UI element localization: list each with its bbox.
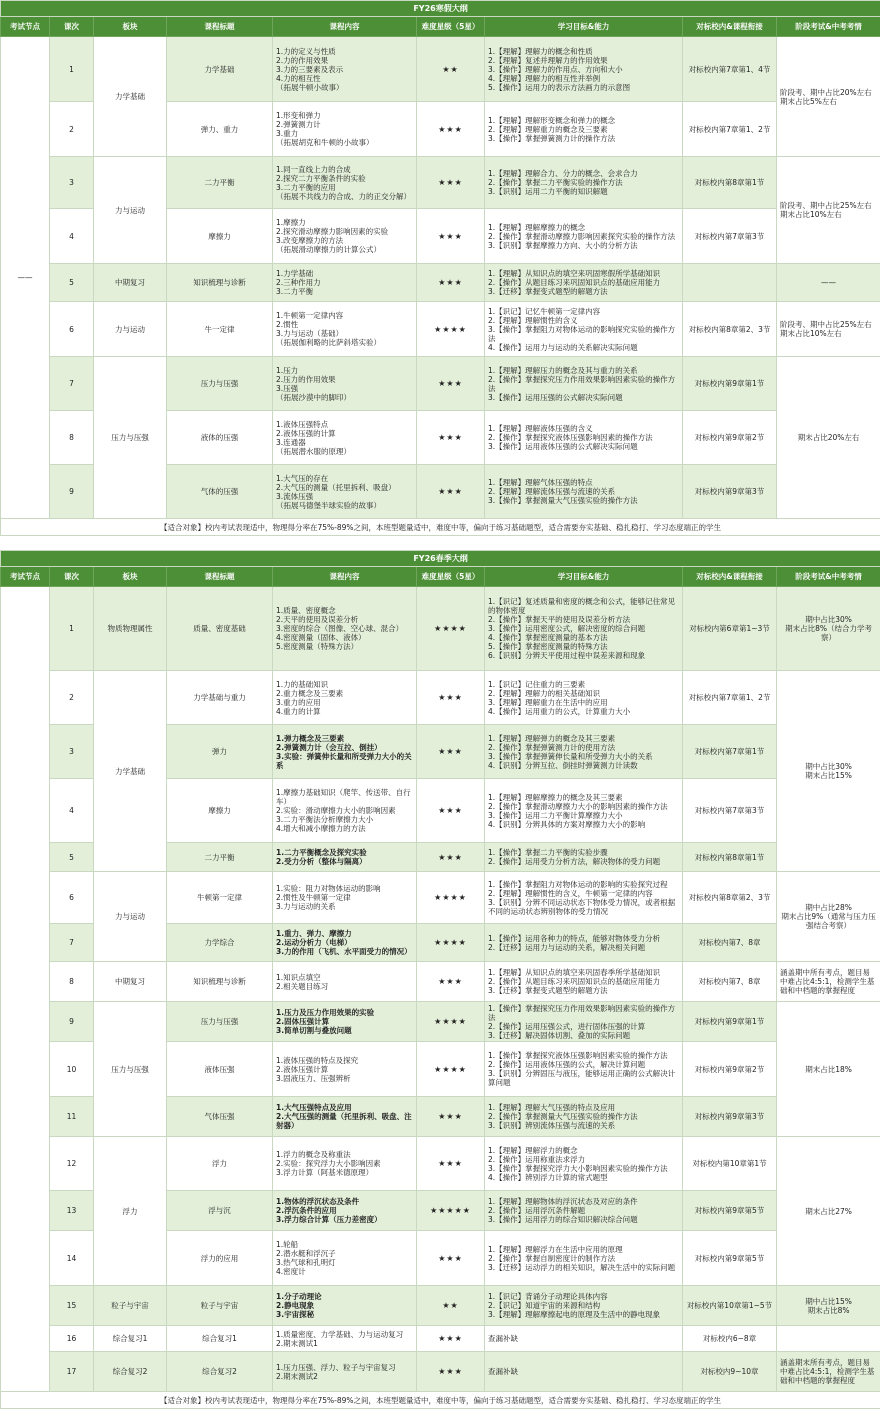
difficulty-stars: ★★★★★ <box>417 1191 485 1231</box>
course-content: 1.压力及压力作用效果的实验 2.固体压强计算 3.简单切割与叠放问题 <box>273 1002 417 1042</box>
course-title: 液体压强 <box>167 1042 273 1097</box>
lesson-number: 5 <box>50 843 94 872</box>
course-title: 力学基础与重力 <box>167 671 273 725</box>
course-content: 1.液体压强特点 2.液体压强的计算 3.连通器 （拓展潜水服的原理） <box>273 411 417 465</box>
block-cell: 物质物理属性 <box>94 587 167 671</box>
course-title: 摩擦力 <box>167 779 273 843</box>
block-cell: 力与运动 <box>94 302 167 357</box>
lesson-number: 4 <box>50 779 94 843</box>
table-row <box>1 264 880 302</box>
exam-node-cell <box>1 587 50 1392</box>
difficulty-stars: ★★★★ <box>417 872 485 924</box>
table-row <box>1 587 880 671</box>
block-cell: 浮力 <box>94 1137 167 1286</box>
col-header: 考试节点 <box>1 17 50 37</box>
course-content: 1.二力平衡概念及探究实验 2.受力分析（整体与隔离） <box>273 843 417 872</box>
lesson-number: 4 <box>50 209 94 264</box>
course-content: 1.质量密度、力学基础、力与运动复习 2.期末测试1 <box>273 1326 417 1352</box>
learning-goals: 1.【理解】理解浮力的概念 2.【操作】运用称重法求浮力 3.【操作】掌握探究浮力大小影响因素实验的操作方法 4.【操作】辨别浮力计算的常式题型 <box>485 1137 683 1191</box>
exam-info-empty <box>777 1326 880 1352</box>
course-title: 二力平衡 <box>167 157 273 209</box>
course-title: 综合复习2 <box>167 1352 273 1392</box>
difficulty-stars: ★★ <box>417 37 485 102</box>
school-alignment: 对标校内第10章第1~5节 <box>683 1286 777 1326</box>
section-title: FY26寒假大纲 <box>1 1 880 17</box>
school-alignment: 对标校内第8章第1节 <box>683 157 777 209</box>
course-content: 1.质量、密度概念 2.天平的使用及误差分析 3.密度的综合（图像、空心球、混合） 4.密度测量（固体、液体） 5.密度测量（特殊方法） <box>273 587 417 671</box>
learning-goals: 1.【理解】从知识点的填空来巩固寒假所学基础知识 2.【操作】从题目练习来巩固知识点的基础应用能力 3.【迁移】掌握变式题型的解题方法 <box>485 264 683 302</box>
course-content: 1.摩擦力 2.探究滑动摩擦力影响因素的实验 3.改变摩擦力的方法 （拓展滑动摩擦力的计算公式） <box>273 209 417 264</box>
school-alignment: 对标校内第7章第1节 <box>683 725 777 779</box>
lesson-number: 5 <box>50 264 94 302</box>
learning-goals: 查漏补缺 <box>485 1326 683 1352</box>
course-title: 综合复习1 <box>167 1326 273 1352</box>
course-title: 知识梳理与诊断 <box>167 962 273 1002</box>
school-alignment: 对标校内第9章第2节 <box>683 411 777 465</box>
lesson-number: 2 <box>50 102 94 157</box>
course-title: 气体的压强 <box>167 465 273 519</box>
difficulty-stars: ★★★★ <box>417 587 485 671</box>
exam-info: 期末占比18% <box>777 1002 880 1137</box>
exam-info: 期末占比20%左右 <box>777 357 880 519</box>
lesson-number: 15 <box>50 1286 94 1326</box>
course-content: 1.力的基础知识 2.重力概念及三要素 3.重力的应用 4.重力的计算 <box>273 671 417 725</box>
course-content: 1.实验：阻力对物体运动的影响 2.惯性及牛顿第一定律 3.力与运动的关系 <box>273 872 417 924</box>
col-header: 课程内容 <box>273 567 417 587</box>
exam-info: 阶段考、期中占比25%左右 期末占比10%左右 <box>777 302 880 357</box>
block-cell: 中期复习 <box>94 962 167 1002</box>
block-cell: 综合复习1 <box>94 1326 167 1352</box>
table-row <box>1 1286 880 1326</box>
col-header: 板块 <box>94 17 167 37</box>
lesson-number: 1 <box>50 587 94 671</box>
exam-info: 阶段考、期中占比25%左右 期末占比10%左右 <box>777 157 880 264</box>
exam-info: —— <box>777 264 880 302</box>
table-row <box>1 37 880 102</box>
audience-note: 【适合对象】校内考试表现适中，物理得分率在75%-89%之间，本班型题量适中，难度中等，偏向于练习基础题型，适合需要夯实基础、稳扎稳打、学习态度端正的学生 <box>1 1392 880 1409</box>
learning-goals: 1.【识记】背诵分子动理论具体内容 2.【识记】知道宇宙的来源和结构 3.【理解】理解摩擦起电的原理及生活中的静电现象 <box>485 1286 683 1326</box>
learning-goals: 查漏补缺 <box>485 1352 683 1392</box>
col-header: 对标校内&课程衔接 <box>683 17 777 37</box>
school-alignment: 对标校内第8章第1节 <box>683 843 777 872</box>
lesson-number: 3 <box>50 157 94 209</box>
course-title: 摩擦力 <box>167 209 273 264</box>
learning-goals: 1.【识记】记忆牛顿第一定律内容 2.【理解】理解惯性的含义 3.【操作】掌握阻力对物体运动的影响探究实验的操作方法 4.【操作】运用力与运动的关系解决实际问题 <box>485 302 683 357</box>
difficulty-stars: ★★★★ <box>417 302 485 357</box>
table-row <box>1 872 880 924</box>
learning-goals: 1.【理解】理解气体压强的特点 2.【理解】理解流体压强与流速的关系 3.【操作】掌握测量大气压强实验的操作方法 <box>485 465 683 519</box>
learning-goals: 1.【理解】理解形变概念和弹力的概念 2.【理解】理解重力的概念及三要素 3.【操作】掌握弹簧测力计的操作方法 <box>485 102 683 157</box>
course-content: 1.牛顿第一定律内容 2.惯性 3.力与运动（基础） （拓展伽利略的比萨斜塔实验） <box>273 302 417 357</box>
difficulty-stars: ★★★ <box>417 157 485 209</box>
col-header: 阶段考试&中考考情 <box>777 17 880 37</box>
learning-goals: 1.【操作】掌握探究液体压强影响因素实验的操作方法 2.【操作】运用液体压强的公式，解决计算问题 3.【识别】分辨固压与液压，能够运用正确的公式解决计算问题 <box>485 1042 683 1097</box>
winter-syllabus-table <box>0 0 880 536</box>
course-title: 粒子与宇宙 <box>167 1286 273 1326</box>
course-content: 1.轮船 2.潜水艇和浮沉子 3.热气球和孔明灯 4.密度计 <box>273 1231 417 1286</box>
block-cell: 力学基础 <box>94 37 167 157</box>
lesson-number: 9 <box>50 1002 94 1042</box>
school-alignment: 对标校内第7、8章 <box>683 962 777 1002</box>
school-alignment: 对标校内第10章第1节 <box>683 1137 777 1191</box>
course-title: 牛一定律 <box>167 302 273 357</box>
course-content: 1.压力压强、浮力、粒子与宇宙复习 2.期末测试2 <box>273 1352 417 1392</box>
course-title: 浮与沉 <box>167 1191 273 1231</box>
school-alignment: 对标校内第9章第3节 <box>683 465 777 519</box>
learning-goals: 1.【理解】理解摩擦力的概念及其三要素 2.【操作】掌握滑动摩擦力大小的影响因素的操作方法 3.【操作】运用二力平衡计算摩擦力大小 4.【识别】分辨具体的方案对摩擦力大小的影响 <box>485 779 683 843</box>
learning-goals: 1.【理解】理解浮力在生活中应用的原理 2.【操作】掌握自制密度计的制作方法 3.【迁移】运动浮力的相关知识，解决生活中的实际问题 <box>485 1231 683 1286</box>
table-row <box>1 157 880 209</box>
course-content: 1.摩擦力基础知识（爬竿、传送带、自行车） 2.实验：滑动摩擦力大小的影响因素 3.二力平衡法分析摩擦力大小 4.增大和减小摩擦力的方法 <box>273 779 417 843</box>
header-row <box>1 17 880 37</box>
course-content: 1.知识点填空 2.相关题目练习 <box>273 962 417 1002</box>
school-alignment: 对标校内第9章第5节 <box>683 1231 777 1286</box>
course-title: 压力与压强 <box>167 1002 273 1042</box>
school-alignment <box>683 264 777 302</box>
difficulty-stars: ★★★★ <box>417 924 485 962</box>
col-header: 课程标题 <box>167 17 273 37</box>
learning-goals: 1.【理解】理解力的概念和性质 2.【理解】复述并理解力的作用效果 3.【操作】理解力的作用点、方向和大小 4.【理解】理解力的相互性并举例 5.【操作】运用力的表示方法画力的示意图 <box>485 37 683 102</box>
exam-info: 阶段考、期中占比20%左右 期末占比5%左右 <box>777 37 880 157</box>
exam-info: 期中占比28% 期末占比9%（通常与压力压强结合考察） <box>777 872 880 962</box>
course-title: 知识梳理与诊断 <box>167 264 273 302</box>
school-alignment: 对标校内第8章第2、3节 <box>683 302 777 357</box>
learning-goals: 1.【操作】掌握阻力对物体运动的影响的实验探究过程 2.【理解】理解惯性的含义，牛顿第一定律的内容 3.【识别】分辨不同运动状态下物体受力情况，或者根据不同的运动状态辨别物体的受力情况 <box>485 872 683 924</box>
exam-info: 期末占比27% <box>777 1137 880 1286</box>
school-alignment: 对标校内第9章第3节 <box>683 1097 777 1137</box>
col-header: 课次 <box>50 567 94 587</box>
table-row <box>1 1326 880 1352</box>
school-alignment: 对标校内第9章第2节 <box>683 1042 777 1097</box>
course-content: 1.弹力概念及三要素 2.弹簧测力计（会互拉、倒挂） 3.实验：弹簧伸长量和所受弹力大小的关系 <box>273 725 417 779</box>
difficulty-stars: ★★★ <box>417 1137 485 1191</box>
block-cell: 综合复习2 <box>94 1352 167 1392</box>
course-title: 弹力、重力 <box>167 102 273 157</box>
difficulty-stars: ★★★ <box>417 209 485 264</box>
school-alignment: 对标校内第7章第1、2节 <box>683 671 777 725</box>
table-row <box>1 302 880 357</box>
difficulty-stars: ★★★ <box>417 1231 485 1286</box>
col-header: 学习目标&能力 <box>485 567 683 587</box>
difficulty-stars: ★★★ <box>417 411 485 465</box>
course-title: 力学基础 <box>167 37 273 102</box>
section-title: FY26春季大纲 <box>1 551 880 567</box>
lesson-number: 1 <box>50 37 94 102</box>
learning-goals: 1.【理解】从知识点的填空来巩固春季所学基础知识 2.【操作】从题目练习来巩固知识点的基础应用能力 3.【迁移】掌握变式题型的解题方法 <box>485 962 683 1002</box>
lesson-number: 11 <box>50 1097 94 1137</box>
school-alignment: 对标校内第9章第1节 <box>683 357 777 411</box>
difficulty-stars: ★★★ <box>417 357 485 411</box>
exam-info: 涵盖期末所有考点，题目易中难占比4:5:1，检测学生基础和中档题的掌握程度 <box>777 1352 880 1392</box>
learning-goals: 1.【理解】理解压力的概念及其与重力的关系 2.【操作】掌握探究压力作用效果影响因素实验的操作方法 3.【操作】运用压强的公式解决实际问题 <box>485 357 683 411</box>
course-content: 1.物体的浮沉状态及条件 2.浮沉条件的应用 3.浮力综合计算（压力差密度） <box>273 1191 417 1231</box>
spring-syllabus-table <box>0 550 880 1409</box>
col-header: 难度星级（5星） <box>417 567 485 587</box>
block-cell: 压力与压强 <box>94 357 167 519</box>
lesson-number: 10 <box>50 1042 94 1097</box>
course-title: 液体的压强 <box>167 411 273 465</box>
table-row <box>1 1137 880 1191</box>
lesson-number: 8 <box>50 411 94 465</box>
difficulty-stars: ★★ <box>417 1286 485 1326</box>
block-cell: 粒子与宇宙 <box>94 1286 167 1326</box>
course-content: 1.力学基础 2.三种作用力 3.二力平衡 <box>273 264 417 302</box>
block-cell: 力学基础 <box>94 671 167 872</box>
difficulty-stars: ★★★ <box>417 1097 485 1137</box>
learning-goals: 1.【理解】理解物体的浮沉状态及对应的条件 2.【操作】运用浮沉条件解题 3.【操作】运用浮力的综合知识解决综合问题 <box>485 1191 683 1231</box>
school-alignment: 对标校内第7章第1、4节 <box>683 37 777 102</box>
difficulty-stars: ★★★ <box>417 102 485 157</box>
course-content: 1.浮力的概念及称重法 2.实验：探究浮力大小影响因素 3.浮力计算（阿基米德原理） <box>273 1137 417 1191</box>
lesson-number: 7 <box>50 357 94 411</box>
col-header: 学习目标&能力 <box>485 17 683 37</box>
col-header: 对标校内&课程衔接 <box>683 567 777 587</box>
difficulty-stars: ★★★ <box>417 725 485 779</box>
col-header: 课程标题 <box>167 567 273 587</box>
exam-info: 涵盖期中所有考点，题目易中难占比4:5:1，检测学生基础和中档题的掌握程度 <box>777 962 880 1002</box>
course-title: 力学综合 <box>167 924 273 962</box>
school-alignment: 对标校内第7章第3节 <box>683 209 777 264</box>
table-row <box>1 357 880 411</box>
course-title: 气体压强 <box>167 1097 273 1137</box>
lesson-number: 3 <box>50 725 94 779</box>
school-alignment: 对标校内第6章第1~3节 <box>683 587 777 671</box>
course-content: 1.重力、弹力、摩擦力 2.运动分析力（电梯） 3.力的作用（飞机、水平面受力的情况） <box>273 924 417 962</box>
school-alignment: 对标校内9~10章 <box>683 1352 777 1392</box>
lesson-number: 9 <box>50 465 94 519</box>
table-row <box>1 1352 880 1392</box>
col-header: 阶段考试&中考考情 <box>777 567 880 587</box>
course-title: 牛顿第一定律 <box>167 872 273 924</box>
school-alignment: 对标校内6~8章 <box>683 1326 777 1352</box>
school-alignment: 对标校内第7章第3节 <box>683 779 777 843</box>
difficulty-stars: ★★★ <box>417 465 485 519</box>
course-title: 浮力的应用 <box>167 1231 273 1286</box>
block-cell: 力与运动 <box>94 157 167 264</box>
difficulty-stars: ★★★★ <box>417 1042 485 1097</box>
table-row <box>1 1002 880 1042</box>
col-header: 难度星级（5星） <box>417 17 485 37</box>
difficulty-stars: ★★★ <box>417 962 485 1002</box>
exam-info: 期中占比30% 期末占比15% <box>777 671 880 872</box>
lesson-number: 2 <box>50 671 94 725</box>
difficulty-stars: ★★★ <box>417 1352 485 1392</box>
course-title: 浮力 <box>167 1137 273 1191</box>
course-content: 1.液体压强的特点及探究 2.液体压强计算 3.固液压力、压强辨析 <box>273 1042 417 1097</box>
difficulty-stars: ★★★★ <box>417 1002 485 1042</box>
course-content: 1.形变和弹力 2.弹簧测力计 3.重力 （拓展胡克和牛顿的小故事） <box>273 102 417 157</box>
exam-info: 期中占比30% 期末占比8%（结合力学考察） <box>777 587 880 671</box>
lesson-number: 12 <box>50 1137 94 1191</box>
lesson-number: 8 <box>50 962 94 1002</box>
exam-node-cell: —— <box>1 37 50 519</box>
header-row <box>1 567 880 587</box>
lesson-number: 6 <box>50 872 94 924</box>
exam-info: 期中占比15% 期末占比8% <box>777 1286 880 1326</box>
school-alignment: 对标校内第7章第1、2节 <box>683 102 777 157</box>
course-content: 1.力的定义与性质 2.力的作用效果 3.力的三要素及表示 4.力的相互性 （拓展牛顿小故事） <box>273 37 417 102</box>
col-header: 考试节点 <box>1 567 50 587</box>
difficulty-stars: ★★★ <box>417 264 485 302</box>
col-header: 课次 <box>50 17 94 37</box>
audience-note: 【适合对象】校内考试表现适中，物理得分率在75%-89%之间，本班型题量适中，难度中等，偏向于练习基础题型，适合需要夯实基础、稳扎稳打、学习态度端正的学生 <box>1 519 880 536</box>
difficulty-stars: ★★★ <box>417 779 485 843</box>
school-alignment: 对标校内第9章第1节 <box>683 1002 777 1042</box>
school-alignment: 对标校内第9章第5节 <box>683 1191 777 1231</box>
course-content: 1.分子动理论 2.静电现象 3.宇宙探秘 <box>273 1286 417 1326</box>
learning-goals: 1.【操作】掌握二力平衡的实验步骤 2.【操作】运用受力分析方法，解决物体的受力问题 <box>485 843 683 872</box>
learning-goals: 1.【理解】理解弹力的概念及其三要素 2.【操作】掌握弹簧测力计的使用方法 3.【操作】掌握弹簧伸长量和所受弹力大小的关系 4.【识别】分辨互拉、倒挂时弹簧测力计读数 <box>485 725 683 779</box>
course-title: 质量、密度基础 <box>167 587 273 671</box>
learning-goals: 1.【理解】理解摩擦力的概念 2.【操作】掌握滑动摩擦力影响因素探究实验的操作方法 3.【识别】掌握摩擦力方向、大小的分析方法 <box>485 209 683 264</box>
lesson-number: 6 <box>50 302 94 357</box>
learning-goals: 1.【理解】理解合力、分力的概念、会求合力 2.【操作】掌握二力平衡实验的操作方法 3.【识别】运用二力平衡的知识解题 <box>485 157 683 209</box>
block-cell: 中期复习 <box>94 264 167 302</box>
difficulty-stars: ★★★ <box>417 843 485 872</box>
lesson-number: 7 <box>50 924 94 962</box>
lesson-number: 17 <box>50 1352 94 1392</box>
learning-goals: 1.【理解】理解液体压强的含义 2.【操作】掌握探究液体压强影响因素的操作方法 3.【操作】运用液体压强的公式解决实际问题 <box>485 411 683 465</box>
table-row <box>1 671 880 725</box>
course-title: 二力平衡 <box>167 843 273 872</box>
school-alignment: 对标校内第8章第2、3节 <box>683 872 777 924</box>
course-content: 1.大气压的存在 2.大气压的测量（托里拆利、吸盘） 3.流体压强 （拓展马德堡半球实验的故事） <box>273 465 417 519</box>
block-cell: 力与运动 <box>94 872 167 962</box>
course-content: 1.大气压强特点及应用 2.大气压强的测量（托里拆利、吸盘、注射器） <box>273 1097 417 1137</box>
lesson-number: 13 <box>50 1191 94 1231</box>
table-row <box>1 962 880 1002</box>
learning-goals: 1.【操作】掌握探究压力作用效果影响因素实验的操作方法 2.【操作】运用压强公式，进行固体压强的计算 3.【迁移】解决固体切割、叠加的实际问题 <box>485 1002 683 1042</box>
learning-goals: 1.【理解】理解大气压强的特点及应用 2.【操作】掌握测量大气压强实验的操作方法 3.【识别】辨别流体压强与流速的关系 <box>485 1097 683 1137</box>
course-title: 弹力 <box>167 725 273 779</box>
learning-goals: 1.【识记】复述质量和密度的概念和公式，能够记住常见的物体密度 2.【操作】掌握天平的使用及误差分析方法 3.【操作】运用密度公式，解决密度的综合问题 4.【操作】掌握密度测量的基本方法 5.【操作】掌握密度测量的特殊方法 6.【识别】分辨天平使用过程中误差来源和现象 <box>485 587 683 671</box>
course-title: 压力与压强 <box>167 357 273 411</box>
lesson-number: 16 <box>50 1326 94 1352</box>
learning-goals: 1.【识记】记住重力的三要素 2.【理解】理解力的相关基础知识 3.【理解】理解重力在生活中的应用 4.【操作】运用重力的公式，计算重力大小 <box>485 671 683 725</box>
block-cell: 压力与压强 <box>94 1002 167 1137</box>
learning-goals: 1.【操作】运用各种力的特点，能够对物体受力分析 2.【迁移】运用力与运动的关系，解决相关问题 <box>485 924 683 962</box>
school-alignment: 对标校内第7、8章 <box>683 924 777 962</box>
difficulty-stars: ★★★ <box>417 1326 485 1352</box>
difficulty-stars: ★★★ <box>417 671 485 725</box>
course-content: 1.同一直线上力的合成 2.探究二力平衡条件的实验 3.二力平衡的应用 （拓展不共线力的合成、力的正交分解） <box>273 157 417 209</box>
section-gap <box>0 536 880 550</box>
lesson-number: 14 <box>50 1231 94 1286</box>
course-content: 1.压力 2.压力的作用效果 3.压强 （拓展沙漠中的脚印） <box>273 357 417 411</box>
col-header: 课程内容 <box>273 17 417 37</box>
col-header: 板块 <box>94 567 167 587</box>
